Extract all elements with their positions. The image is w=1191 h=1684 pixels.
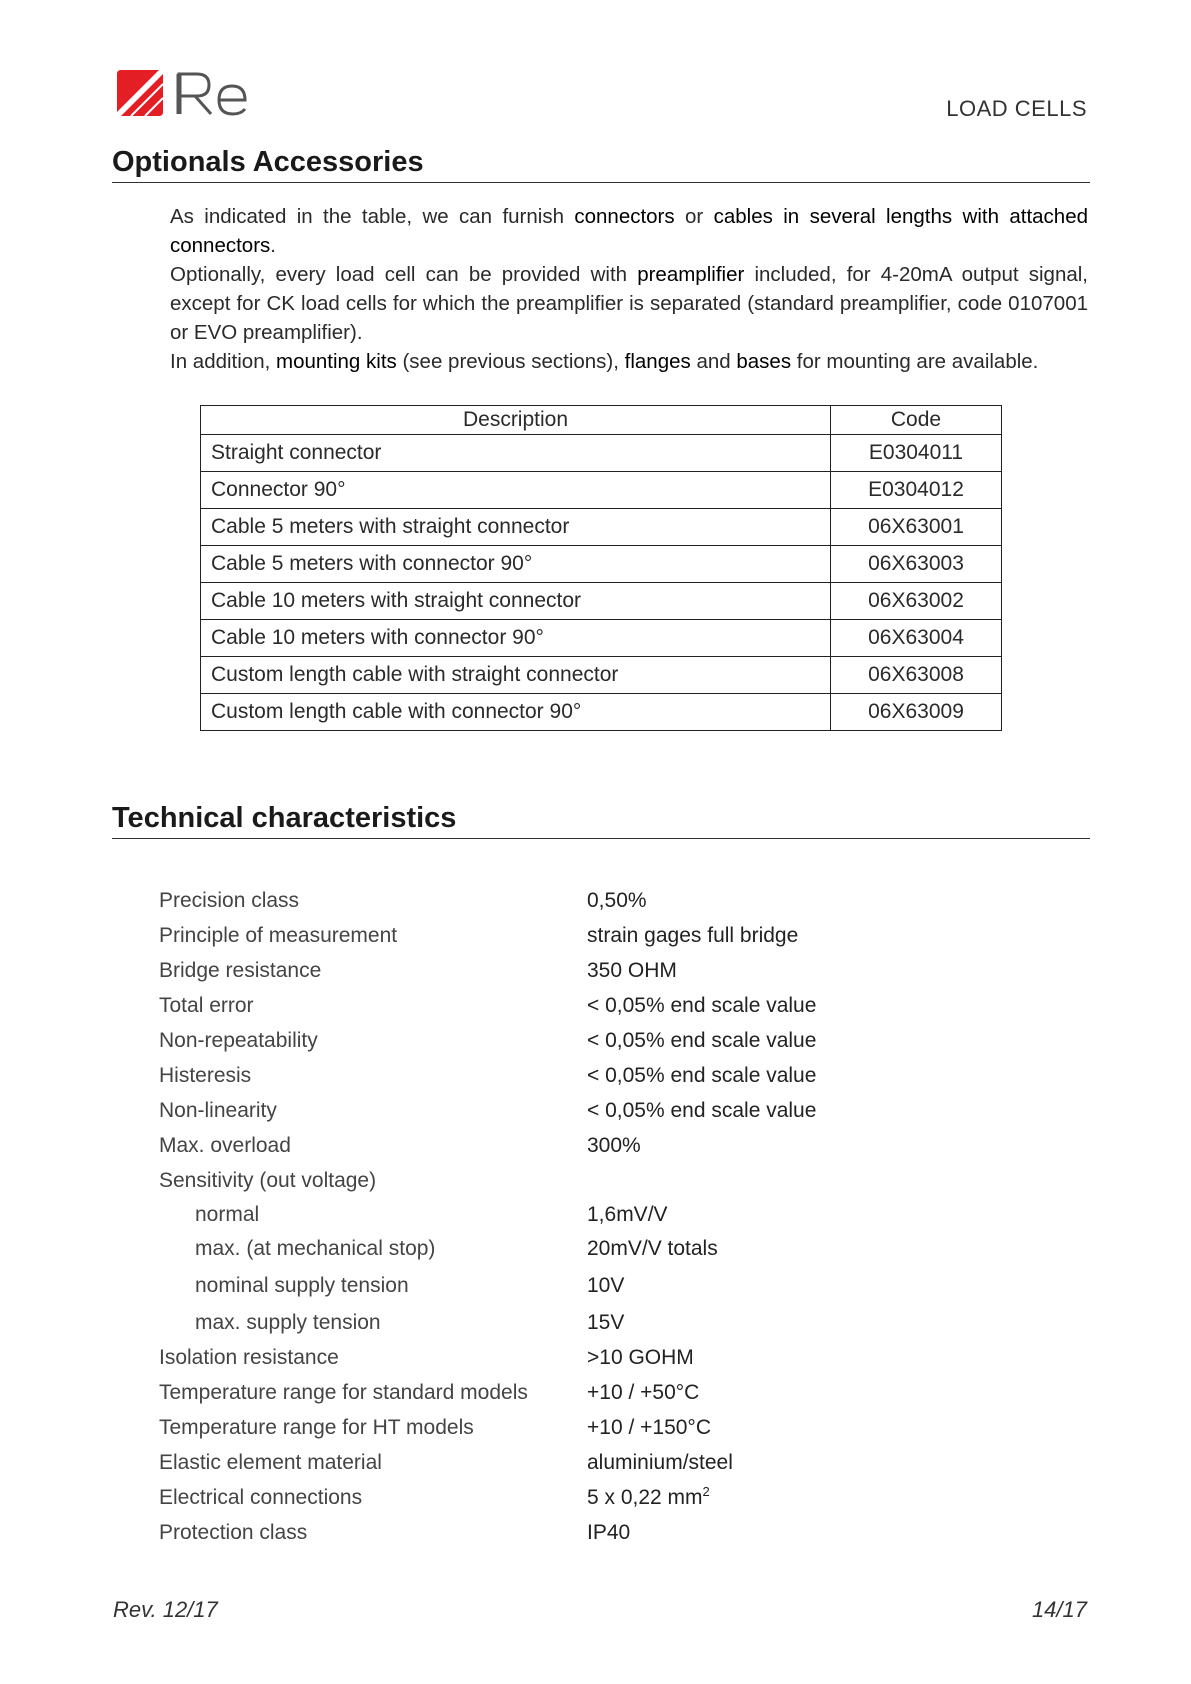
spec-label: Isolation resistance — [159, 1346, 339, 1369]
table-row — [201, 620, 1002, 657]
cell-description: Cable 5 meters with straight connector — [201, 509, 831, 546]
spec-row — [159, 983, 859, 1018]
spec-value: 10V — [587, 1274, 625, 1297]
section-title-technical: Technical characteristics — [112, 802, 1090, 839]
spec-value: 300% — [587, 1134, 641, 1157]
cell-code: 06X63004 — [831, 620, 1002, 657]
table-header-row — [201, 406, 1002, 435]
highlight-connectors: connectors — [574, 205, 675, 228]
spec-value: < 0,05% end scale value — [587, 994, 817, 1017]
spec-label: Temperature range for HT models — [159, 1416, 474, 1439]
cell-code: 06X63003 — [831, 546, 1002, 583]
spec-value: 5 x 0,22 $mm^2$ — [587, 1484, 710, 1509]
accessories-table — [200, 405, 1002, 731]
spec-row — [159, 1475, 859, 1510]
cell-description: Custom length cable with connector 90° — [201, 694, 831, 731]
spec-label: Protection class — [159, 1521, 308, 1544]
spec-list — [159, 878, 859, 1545]
spec-row — [159, 1088, 859, 1123]
spec-label: Sensitivity (out voltage) — [159, 1169, 377, 1192]
cell-description: Cable 5 meters with connector 90° — [201, 546, 831, 583]
cell-description: Cable 10 meters with connector 90° — [201, 620, 831, 657]
spec-value: 350 OHM — [587, 959, 677, 982]
spec-label: Elastic element material — [159, 1451, 382, 1474]
section-title-optionals: Optionals Accessories — [112, 146, 1090, 183]
spec-value: 20mV/V totals — [587, 1237, 718, 1260]
spec-label: Principle of measurement — [159, 924, 398, 947]
spec-label: Electrical connections — [159, 1486, 363, 1509]
spec-row — [159, 1370, 859, 1405]
table-row — [201, 435, 1002, 472]
spec-value: < 0,05% end scale value — [587, 1029, 817, 1052]
spec-row — [159, 1510, 859, 1545]
spec-row — [159, 878, 859, 913]
cell-description: Connector 90° — [201, 472, 831, 509]
spec-value: 0,50% — [587, 889, 647, 912]
spec-row — [159, 1227, 859, 1261]
spec-row — [159, 948, 859, 983]
spec-label: Temperature range for standard models — [159, 1381, 528, 1404]
spec-row — [159, 1123, 859, 1158]
table-row — [201, 694, 1002, 731]
spec-value: +10 / +50°C — [587, 1381, 700, 1404]
cell-description: Custom length cable with straight connector — [201, 657, 831, 694]
document-category: LOAD CELLS — [946, 96, 1087, 121]
logo-wordmark — [179, 74, 245, 114]
highlight-bases: bases — [736, 350, 792, 373]
revision-label: Rev. 12/17 — [113, 1597, 218, 1622]
spec-value: 1,6mV/V — [587, 1203, 668, 1226]
highlight-cables: cables in several lengths with attached connectors — [170, 205, 1088, 257]
spec-value: < 0,05% end scale value — [587, 1099, 817, 1122]
company-logo — [113, 68, 263, 122]
spec-row — [159, 1193, 859, 1227]
spec-value: 15V — [587, 1311, 625, 1334]
spec-row — [159, 1335, 859, 1370]
table-row — [201, 657, 1002, 694]
spec-value: >10 GOHM — [587, 1346, 694, 1369]
spec-label: Bridge resistance — [159, 959, 322, 982]
spec-label: Max. overload — [159, 1134, 291, 1157]
spec-value: IP40 — [587, 1521, 631, 1544]
spec-label: Total error — [159, 994, 254, 1017]
cell-code: E0304011 — [831, 435, 1002, 472]
intro-text — [170, 202, 1088, 376]
spec-label: max. (at mechanical stop) — [195, 1237, 436, 1260]
spec-value: aluminium/steel — [587, 1451, 733, 1474]
page-number: 14/17 — [1031, 1597, 1087, 1622]
spec-value: strain gages full bridge — [587, 924, 799, 947]
spec-row — [159, 1261, 859, 1298]
column-header-code: Code — [831, 406, 1002, 435]
logo-mark-icon — [117, 70, 163, 116]
column-header-description: Description — [201, 406, 831, 435]
spec-label: Precision class — [159, 889, 300, 912]
intro-paragraph-1: As indicated in the table, we can furnish connectors or cables in several lengths with attached connectors. — [170, 205, 1088, 257]
spec-label: Non-linearity — [159, 1099, 277, 1122]
spec-row — [159, 913, 859, 948]
table-row — [201, 472, 1002, 509]
spec-row — [159, 1053, 859, 1088]
spec-row — [159, 1158, 859, 1193]
spec-row — [159, 1298, 859, 1335]
cell-code: E0304012 — [831, 472, 1002, 509]
table-row — [201, 509, 1002, 546]
spec-row — [159, 1405, 859, 1440]
spec-row — [159, 1440, 859, 1475]
intro-paragraph-3: In addition, mounting kits (see previous sections), flanges and bases for mounting are available. — [170, 350, 1039, 373]
cell-code: 06X63001 — [831, 509, 1002, 546]
cell-code: 06X63008 — [831, 657, 1002, 694]
spec-label: nominal supply tension — [195, 1274, 409, 1297]
spec-label: normal — [195, 1203, 260, 1226]
cell-code: 06X63002 — [831, 583, 1002, 620]
highlight-mounting-kits: mounting kits — [276, 350, 397, 373]
spec-label: max. supply tension — [195, 1311, 381, 1334]
spec-label: Histeresis — [159, 1064, 252, 1087]
highlight-flanges: flanges — [624, 350, 691, 373]
table-row — [201, 546, 1002, 583]
intro-paragraph-2: Optionally, every load cell can be provided with preamplifier included, for 4-20mA output signal, except for CK load cells for which the preamplifier is separated (standard preamplifier, code 0107001 or EVO preamplifier). — [170, 263, 1088, 344]
cell-code: 06X63009 — [831, 694, 1002, 731]
spec-value: < 0,05% end scale value — [587, 1064, 817, 1087]
spec-value: +10 / +150°C — [587, 1416, 711, 1439]
spec-label: Non-repeatability — [159, 1029, 318, 1052]
highlight-preamplifier: preamplifier — [637, 263, 745, 286]
cell-description: Cable 10 meters with straight connector — [201, 583, 831, 620]
table-row — [201, 583, 1002, 620]
spec-row — [159, 1018, 859, 1053]
cell-description: Straight connector — [201, 435, 831, 472]
